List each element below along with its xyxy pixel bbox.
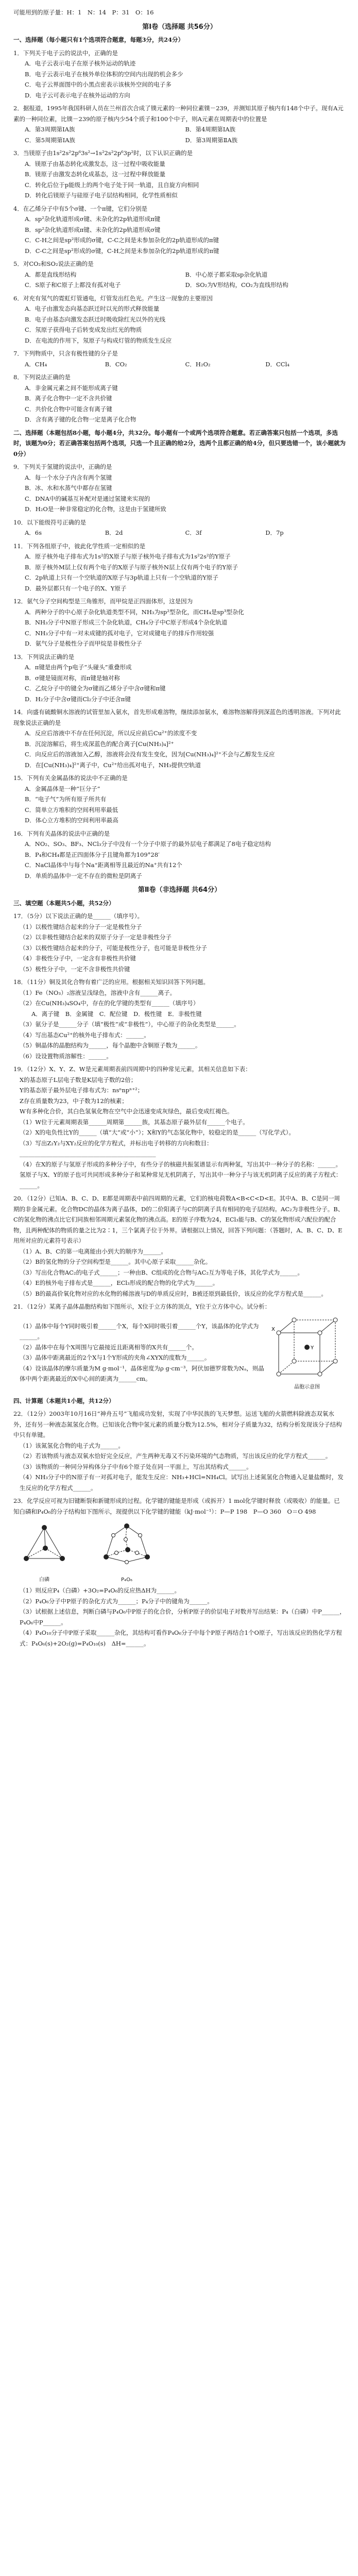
question-17: 17．（5分）以下说法正确的是______（填序号）。 （1）以极性键结合起来的分子一定是极性分子 （2）以非极性键结合起来的双原子分子一定是非极性分子 （3）以极性键结合起来的分子，可能是极性分子，也可能是非极性分子 （4）非极性分子中，一定含有非极性共价键 （5）极性分子中，一定不含非极性共价键 [13, 912, 207, 973]
o-atom [139, 1534, 142, 1537]
p4o6-figure [91, 1520, 163, 1585]
question-14: 14．向盛有硫酸铜水溶液的试管里加入氨水，首先形成难溶物，继续添加氨水，难溶物溶解得到深蓝色的透明溶液。下列对此现象说法正确的是 A．反应后溶液中不存在任何沉淀，所以反应前后Cu²⁺的浓度不变 B．沉淀溶解后，将生成深蓝色的配合离子[Cu(NH₃)₄]²⁺ C．向反应后的溶液加入乙醇，溶液将会没有发生变化，因为[Cu(NH₃)₄]²⁺不会与乙醇发生反应 D．在[Cu(NH₃)₄]²⁺离子中，Cu²⁺给出孤对电子，NH₃提供空轨道 [13, 708, 341, 769]
question-15: 15．下列有关金属晶体的说法中不正确的是 A．金属晶体是一种“巨分子” B．“电子气”为所有原子所共有 C．简单立方堆积的空间利用率最低 D．体心立方堆积的空间利用率最高 [13, 774, 128, 824]
p-atom [145, 1554, 150, 1560]
question-1: 1．下列关于电子云的说法中，正确的是 A．电子云表示电子在原子核外运动的轨迹 B．电子云表示电子在核外单位体积的空间内出现的机会多少 C．电子云界面图中的小黑点密表示该核外空间的电子多 D．电子云可表示电子在核外运动的方向 [13, 49, 183, 99]
part2-title: 第Ⅱ卷（非选择题 共64分） [138, 886, 221, 894]
question-2: 2．据报道，1995年我国科研人员在兰州首次合成了镤元素的一种同位素镤－239，并测知其原子核内有148个中子。现有A元素的一种同位素，比镤－239的原子核内少54个质子和100个中子，则A元素在周期表中的位置是 A．第3周期第ⅠA族 B．第4周期第ⅠA族 C．第5周期第ⅠA族 D．第3周期第ⅡA族 [13, 105, 344, 144]
p-atom [42, 1525, 47, 1530]
white-phosphorus-caption: 白磷 [39, 1577, 49, 1583]
unit-cell-diagram [268, 1312, 346, 1379]
section1-heading: 一、选择题（每小题只有1个选项符合题意，每题3分，共24分） [13, 36, 184, 43]
question-12: 12．氨气分子空间构型是三角锥形，而甲烷是正四面体形，这是因为 A．两种分子的中心原子杂化轨道类型不同，NH₃为sp²型杂化，而CH₄是sp³型杂化 B．NH₃分子中N原子形成三个杂化轨道，CH₄分子中C原子形成4个杂化轨道 C．NH₃分子中有一对未成键的孤对电子，它对成键电子的排斥作用较强 D．氨气分子是极性分子而甲烷是非极性分子 [13, 598, 244, 647]
p4o6-caption: P₄O₆ [121, 1577, 132, 1583]
p-atom [24, 1556, 29, 1561]
unit-cell-caption: 晶胞示意图 [294, 1384, 320, 1390]
question-5: 5．对CO₂和SO₂说法正确的是 A．都是直线形结构 B．中心原子都采取sp杂化轨道 C．S原子和C原子上都没有孤对电子 D．SO₂为V形结构，CO₂为直线形结构 [13, 260, 288, 289]
question-3: 3．当镁原子由1s²2s²2p⁶3s²→1s²2s²2p⁶3p²时，以下认识正确的是 A．镁原子由基态转化成激发态，这一过程中吸收能量 B．镁原子由激发态转化成基态，这一过程中释放能量 C．转化后位于p能级上的两个电子处于同一轨道，且自旋方向相同 D．转化后镁原子与硅原子电子层结构相同，化学性质相似 [13, 149, 199, 199]
question-19: 19．（12分）X、Y、Z、W是元素周期表前四周期中的四种常见元素，其相关信息如下表： X的基态原子L层电子数是K层电子数的2倍； Y的基态原子最外层电子排布式为：nsⁿnpⁿ⁺²； Z存在质量数为23，中子数为12的核素； W有多种化合价，其白色氢氧化物在空气中会迅速变成灰绿色，最后变成红褐色。 （1）W位于元素周期表第______周期第______族，其基态原子最外层有______个电子。 （2）X的电负性比Y的______（填“大”或“小”）；X和Y的气态氢化物中，较稳定的是______（写化学式）。 （3）写出Z₂Y₂与XY₂反应的化学方程式，并标出电子转移的方向和数目： ______________________________________________ （4）在X的原子与氢原子形成的多种分子中，有些分子的核磁共振氢谱显示有两种氢，写出其中一种分子的名称：______。氢原子与X、Y的原子也可共同形成多种分子和某种常见无机阴离子，写出其中一种分子与该无机阴离子反应的离子方程式：______。 [13, 1065, 342, 1189]
section2-heading: 二、选择题（本题包括8小题，每小题4分，共32分。每小题有一个或两个选项符合题意。若正确答案只包括一个选项，多选时，该题为0分；若正确答案包括两个选项，只选一个且正确的给2分，选两个且都正确的给4分，但只要选错一个，该小题就为0分） [13, 429, 346, 457]
question-6: 6．对充有氖气的霓虹灯管通电，灯管发出红色光。产生这一现象的主要原因 A．电子由激发态向基态跃迁时以光的形式释放能量 B．电子由基态向激发态跃迁时吸收除红光以外的光线 C．氖原子获得电子后转变成发出红光的物质 D．在电流的作用下，氖原子与构成灯管的物质发生反应 [13, 294, 213, 344]
white-phosphorus-figure [13, 1520, 75, 1585]
p-atom [124, 1523, 129, 1529]
question-9: 9．下列关于氢键的说法中，正确的是 A．每一个水分子内含有两个氢键 B．冰、水和水蒸气中都存在氢键 C．DNA中的碱基互补配对是通过氢键来实现的 D．H₂O是一种非常稳定的化合物，这是由于氢键所致 [13, 463, 166, 513]
section4-heading: 四、计算题（本题共1小题，共12分） [13, 1397, 115, 1404]
question-22: 22．（12分）2003年10月16日“神舟五号”飞船成功发射，实现了中华民族的飞天梦想。运送飞船的火箭燃料除液态双氧水外，还有另一种液态氮氢化合物。已知该化合物中氢元素的质量分数为12.5%，相对分子质量为32，结构分析发现该分子结构中只有单键。 （1）该氮氢化合物的电子式为______。 （2）若该物质与液态双氧水恰好完全反应，产生两种无毒又不污染环境的气态物质，写出该反应的化学方程式______。 （3）该物质的一种同分异构体分子中有6个原子处在同一平面上，写出其结构式______。 （4）NH₃分子中的N原子有一对孤对电子，能发生反应：NH₃+HCl=NH₄Cl。试写出上述氮氢化合物通入足量盐酸时，发生反应的化学方程式______。 [13, 1410, 344, 1492]
question-10: 10．以下能级符号正确的是 A．6s B．2d C．3f D．7p [13, 518, 284, 536]
question-18: 18．（11分）铜及其化合物有着广泛的应用。根据相关知识回答下列问题。 （1）Fe（NO₃）₂溶液呈浅绿色，溶液中含有______离子。 （2）在Cu(NH₃)₄SO₄中，存在的化学键的类型有______（填序号） A．离子键 B．金属键 C．配位键 D．极性键 E．非极性键 （3）氨分子是______分子（填“极性”或“非极性”），中心原子的杂化类型是______。 （4）写出基态Cu²⁺的核外电子排布式：______。 （5）铜晶体的晶胞结构为______，每个晶胞中含铜原子数为______。 （6）设设置物质溶解性：______。 [13, 978, 240, 1060]
y-label: Y [311, 1345, 314, 1351]
y-atom [304, 1345, 310, 1350]
section3-heading: 三、填空题（本题共5小题，共52分） [13, 899, 115, 907]
question-20: 20．（12分）已知A、B、C、D、E都是周期表中前四周期的元素，它们的核电荷数A<B<C<D<E。其中A、B、C是同一周期的非金属元素。化合物DC的晶体为离子晶体，D的二价阳离子与C的阴离子具有相同的电子层结构。AC₂为非极性分子。B、C的氢化物的沸点比它们同族相邻周期元素氢化物的沸点高。E的原子序数为24，ECl₃能与B、C的氢化物形成六配位的配合物，且两种配体的物质的量之比为2∶1，三个氯离子位于外界。请根据以上情况，回答下列问题：（答题时，A、B、C、D、E用所对应的元素符号表示） （1）A、B、C的第一电离能由小到大的顺序为______。 （2）B的氢化物的分子空间构型是______。其中心原子采取______杂化。 （3）写出化合物AC₂的电子式______；一种由B、C组成的化合物与AC₂互为等电子体，其化学式为______。 （4）E的核外电子排布式是______，ECl₃形成的配合物的化学式为______。 （5）B的最高价氧化物对应的水化物的稀溶液与D的单质反应时，B被还原到最低价，该反应的化学方程式是______。 [13, 1195, 344, 1297]
question-21: 21．（12分）某离子晶体晶胞结构如下图所示，X位于立方体的顶点，Y位于立方体中心。试分析： （1）晶体中每个Y同时吸引着______个X，每个X同时吸引着______个Y，该晶体的化学式为______。 （2）晶体中在每个X周围与它最接近且距离相等的X共有______个。 （3）晶体中距离最近的2个X与1个Y形成的夹角∠XYX的度数为______。 （4）设该晶体的摩尔质量为M g·mol⁻¹，晶体密度为ρ g·cm⁻³，阿伏加德罗常数为Nₐ，则晶体中两个距离最近的X中心间的距离为______cm。 X Y 晶胞示意图 [13, 1301, 346, 1393]
o-atom [124, 1538, 128, 1541]
o-atom [115, 1551, 118, 1555]
x-atom [333, 1318, 337, 1322]
o-atom [112, 1534, 115, 1537]
atomic-masses: 可能用到的原子量：H：1 N：14 P：31 O：16 [13, 9, 154, 16]
x-atom [277, 1372, 281, 1376]
x-atom [318, 1331, 322, 1335]
p-atom [125, 1547, 130, 1552]
question-4: 4．在乙烯分子中有5个σ键、一个π键，它们分别是 A．sp²杂化轨道形成σ键、未杂化的2p轨道形成π键 B．sp²杂化轨道形成π键、未杂化的2p轨道形成σ键 C．C-H之间是sp²形成的σ键，C-C之间是未参加杂化的2p轨道形成的π键 D．C-C之间是sp²形成的σ键，C-H之间是未参加杂化的2p轨道形成的π键 [13, 205, 219, 255]
x-label: X [271, 1326, 275, 1332]
part1-title: 第Ⅰ卷（选择题 共56分） [142, 23, 217, 31]
x-atom [277, 1331, 281, 1335]
question-16: 16．下列有关晶体的说法中正确的是 A．NO₂、SO₃、BF₃、NCl₃分子中没有一个分子中原子的最外层电子都满足了8电子稳定结构 B．P₄和CH₄都是正四面体分子且键角都为109°28′ C．NaCl晶体中与每个Na⁺距离相等且最近的Na⁺共有12个 D．单质的晶体中一定不存在的微粒是阴离子 [13, 829, 271, 879]
question-11: 11．下列各组原子中，彼此化学性质一定相似的是 A．原子核外电子排布式为1s²的X原子与原子核外电子排布式为1s²2s²的Y原子 B．原子核外M层上仅有两个电子的X原子与原子核外N层上仅有两个电子的Y原子 C．2p轨道上只有一个空轨道的X原子与3p轨道上只有一个空轨道的Y原子 D．最外层都只有一个电子的X、Y原子 [13, 542, 238, 592]
question-7: 7．下列物质中，只含有极性键的分子是 A．CH₄ B．CO₂ C．H₂O₂ D．CCl₄ [13, 350, 289, 368]
x-atom [318, 1372, 322, 1376]
question-23: 23．化学反应可视为旧键断裂和新键形成的过程。化学键的键能是形成（或拆开）1 mol化学键时释放（或吸收）的能量。已知白磷和P₄O₆的分子结构如下图所示，现提供以下化学键的键能（kJ·mol⁻¹）：P—P 198 P—O 360 O＝O 498 白磷 P₄O₆ （1）则反应P₄（白磷）+3O₂=P₄O₆的反应热ΔH为______。 （2）P₄O₆分子中P原子的杂化方式为______；P₄分子中的键角为______。 （3）试根据上述信息，判断白磷与P₄O₆中P原子的化合价，分析P原子的价层电子对数并写出结果：P₄（白磷）中P______，P₄O₆中P______。 （4）P₄O₁₀分子中P原子采取______杂化，其结构可看作P₄O₆分子中每个P原子再结合1个O原子，写出该反应的热化学方程式：P₄O₆(s)+2O₂(g)=P₄O₁₀(s) ΔH=______。 [13, 1497, 346, 1647]
question-13: 13．下列说法正确的是 A．π键是由两个p电子“头碰头”重叠形成 B．σ键是镜面对称，而π键是轴对称 C．乙烷分子中的键全为σ键而乙烯分子中含σ键和π键 D．H₂分子中含σ键而Cl₂分子中还含π键 [13, 653, 166, 703]
p-atom [60, 1556, 65, 1561]
o-atom [125, 1561, 129, 1564]
o-atom [135, 1551, 139, 1555]
question-8: 8．下列说法正确的是 A．非金属元素之间不能形成离子键 B．离子化合物中一定不含共价键 C．共价化合物中可能含有离子键 D．含有离子键的化合物一定是离子化合物 [13, 374, 137, 423]
p-atom [43, 1546, 48, 1551]
p-atom [104, 1554, 109, 1560]
p4-structure [13, 1520, 75, 1571]
p4o6-structure [91, 1520, 163, 1571]
x-atom [333, 1359, 337, 1363]
x-atom [292, 1318, 296, 1322]
x-atom [292, 1359, 296, 1363]
unit-cell-figure [268, 1312, 346, 1393]
